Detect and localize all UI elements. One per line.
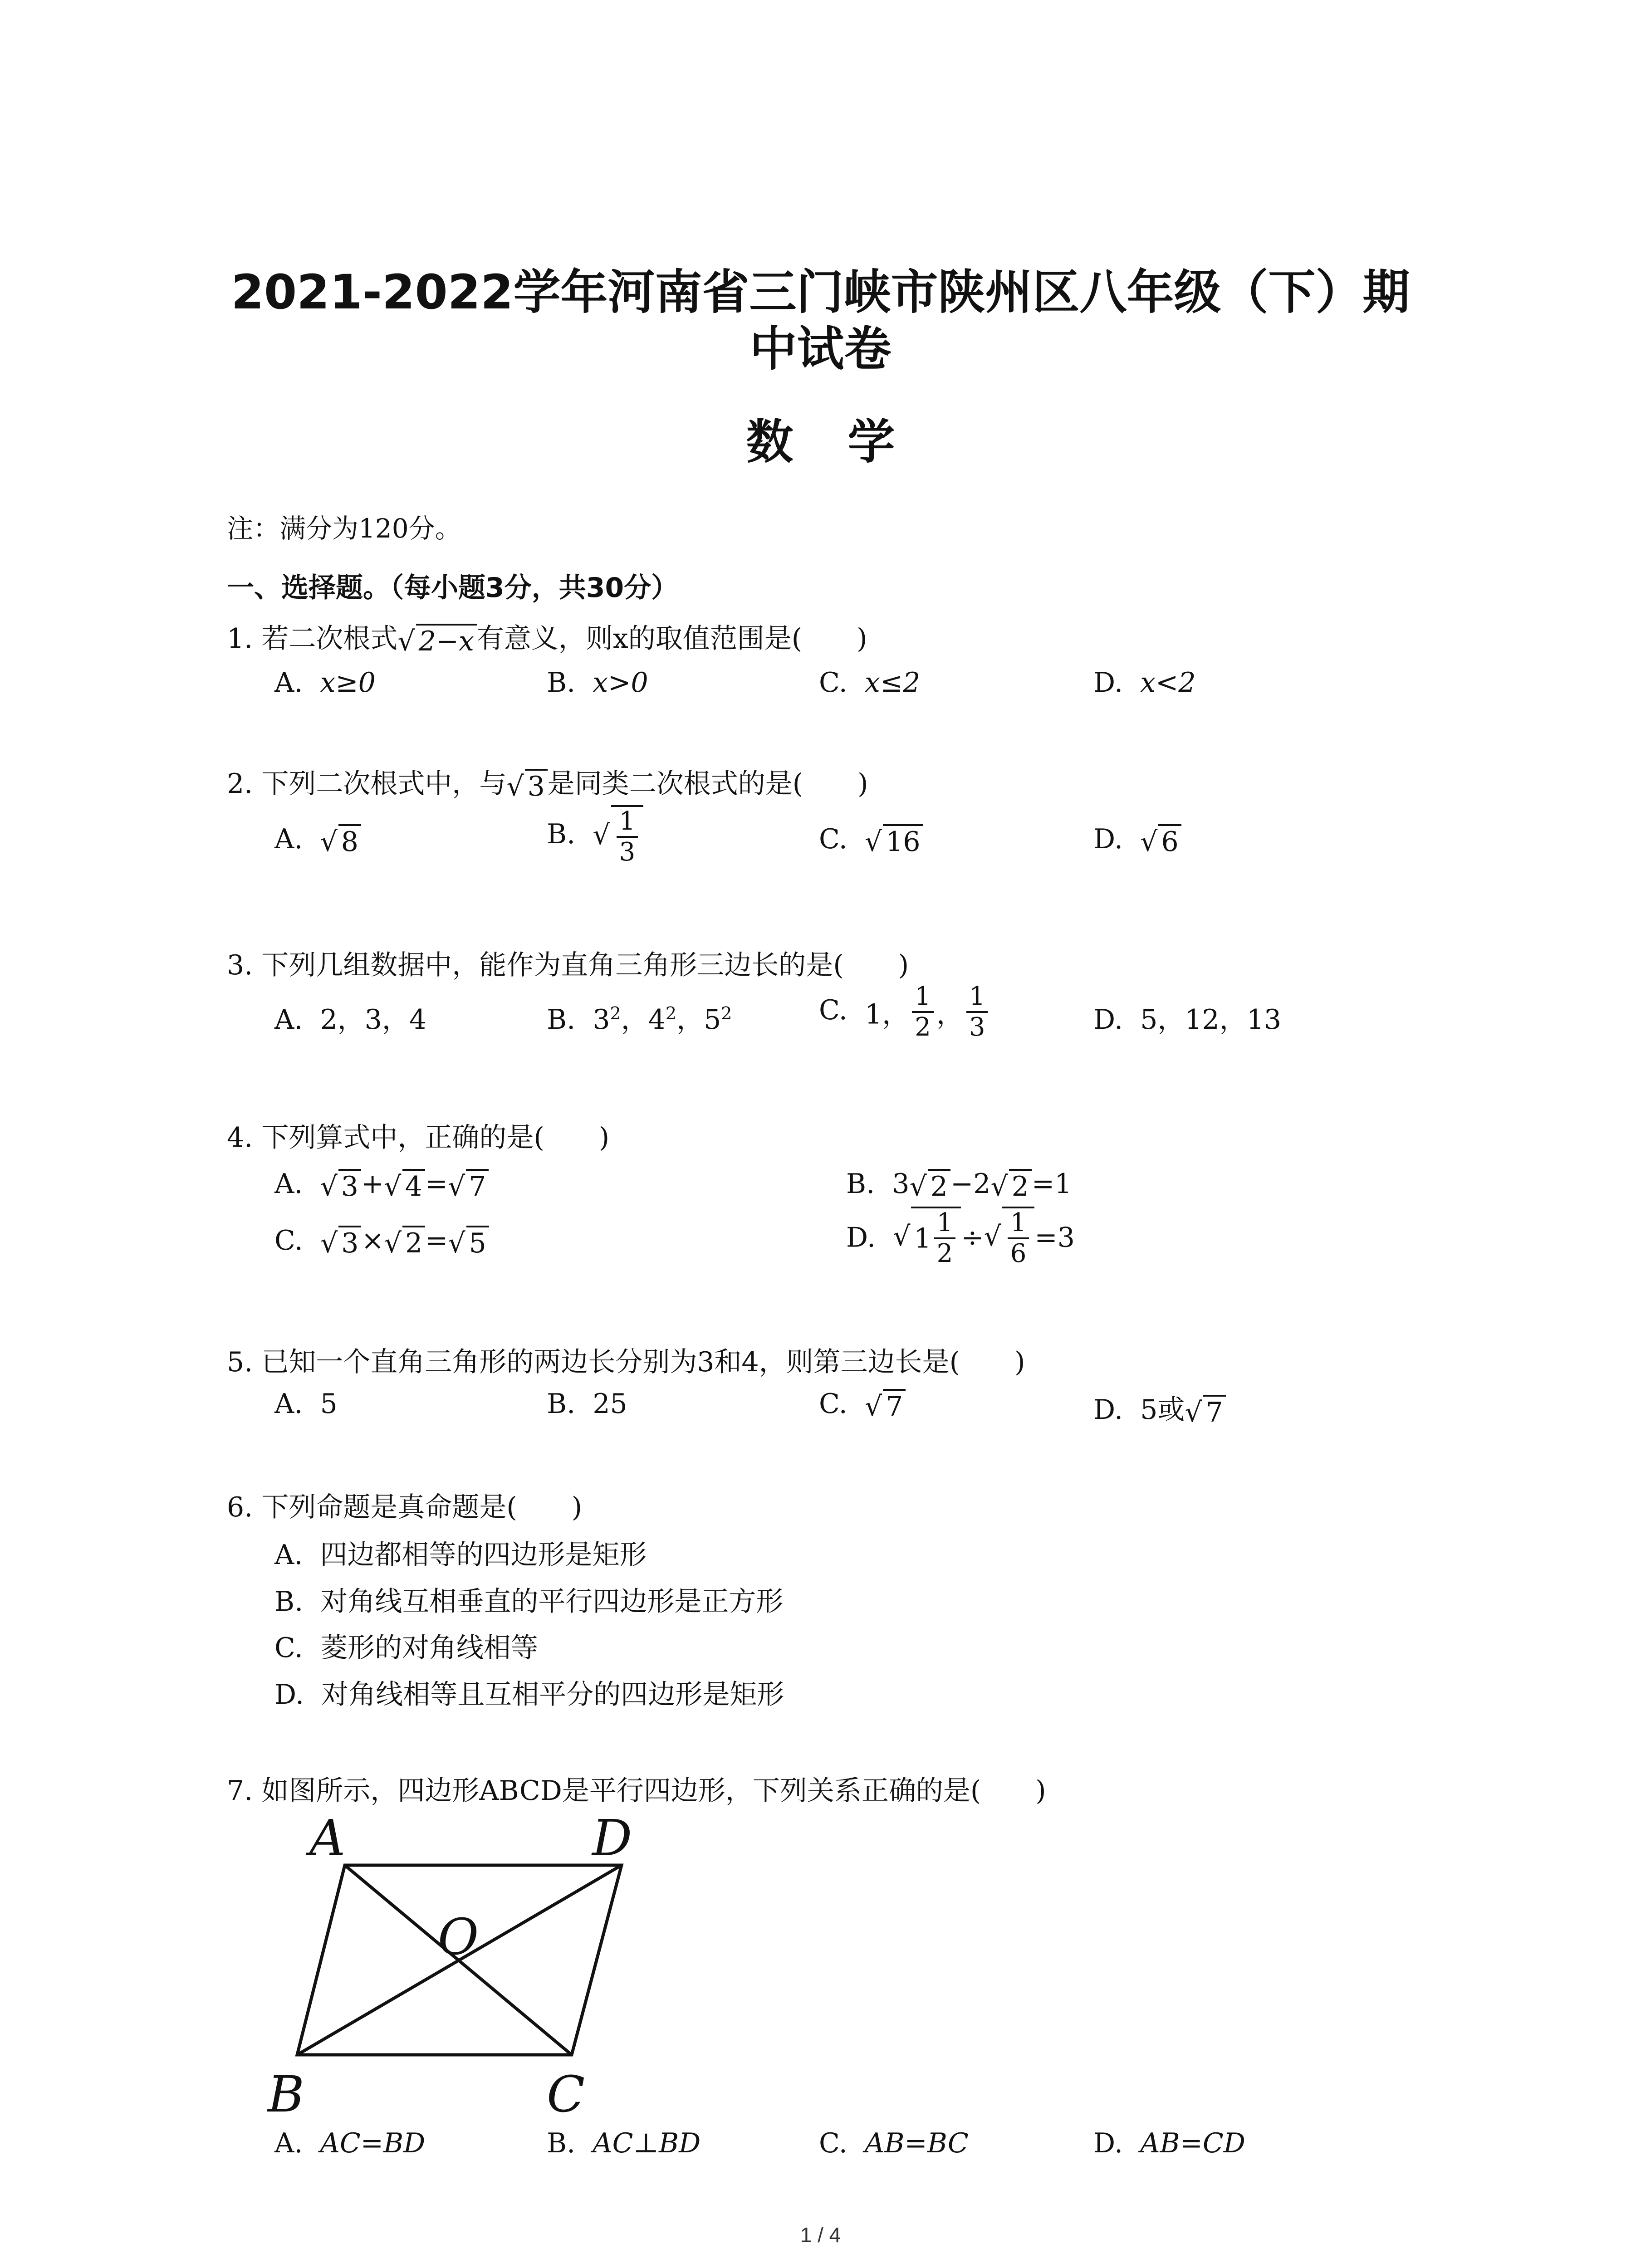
question-3: 3. 下列几组数据中，能作为直角三角形三边长的是( ) xyxy=(227,949,909,981)
option-d[interactable]: D. 5或√ 7 xyxy=(1093,1388,1226,1428)
option-d[interactable]: D. √ 6 xyxy=(1093,823,1181,858)
option-c[interactable]: C. AB=BC xyxy=(819,2127,969,2159)
option-a[interactable]: A. 5 xyxy=(274,1388,338,1420)
page-title-line1: 2021-2022学年河南省三门峡市陕州区八年级（下）期 xyxy=(231,264,1410,320)
option-a[interactable]: A. AC=BD xyxy=(274,2127,426,2159)
option-d[interactable]: D. 对角线相等且互相平分的四边形是矩形 xyxy=(274,1679,784,1711)
option-d[interactable]: D. x<2 xyxy=(1093,667,1196,699)
question-7: 7. 如图所示，四边形ABCD是平行四边形，下列关系正确的是( ) xyxy=(227,1775,1046,1807)
option-b[interactable]: B. AC⊥BD xyxy=(547,2127,701,2159)
question-stem-post: 有意义，则x的取值范围是( ) xyxy=(476,623,867,655)
center-label-o: O xyxy=(438,1908,479,1966)
option-a[interactable]: A. x≥0 xyxy=(274,667,376,699)
option-b[interactable]: B. 3√ 2 −2√ 2 =1 xyxy=(846,1168,1072,1203)
option-c[interactable]: C. √ 7 xyxy=(819,1388,906,1422)
option-b[interactable]: B. 对角线互相垂直的平行四边形是正方形 xyxy=(274,1586,784,1618)
question-2: 2. 下列二次根式中，与√ 3 是同类二次根式的是( ) xyxy=(227,768,868,803)
parallelogram-figure xyxy=(254,1810,662,2127)
option-c[interactable]: C. √ 16 xyxy=(819,823,923,858)
question-4: 4. 下列算式中，正确的是( ) xyxy=(227,1122,610,1154)
option-d[interactable]: D. AB=CD xyxy=(1093,2127,1245,2159)
option-b[interactable]: B. x>0 xyxy=(547,667,648,699)
option-a[interactable]: A. √ 3 +√ 4 =√ 7 xyxy=(274,1168,489,1202)
vertex-label-a: A xyxy=(309,1810,346,1867)
option-c[interactable]: C. 菱形的对角线相等 xyxy=(274,1632,538,1664)
section-heading: 一、选择题。（每小题3分，共30分） xyxy=(227,572,679,604)
option-c[interactable]: C. x≤2 xyxy=(819,667,921,699)
option-b[interactable]: B. 25 xyxy=(547,1388,627,1420)
question-1 xyxy=(227,617,867,657)
option-b[interactable]: B. √ $\frac{1}{3}$ xyxy=(547,805,643,867)
question-stem-pre: 若二次根式 xyxy=(261,623,398,655)
sqrt-expression: √ 3 xyxy=(506,769,547,802)
option-a[interactable]: A. 2，3，4 xyxy=(274,1004,427,1036)
option-d[interactable]: D. 5，12，13 xyxy=(1093,1004,1282,1036)
vertex-label-b: B xyxy=(268,2065,304,2123)
subject-heading: 数学 xyxy=(746,414,950,469)
question-number: 1. xyxy=(227,623,253,655)
question-5: 5. 已知一个直角三角形的两边长分别为3和4，则第三边长是( ) xyxy=(227,1346,1025,1378)
option-c[interactable]: C. √ 3 ×√ 2 =√ 5 xyxy=(274,1225,489,1259)
question-6: 6. 下列命题是真命题是( ) xyxy=(227,1491,583,1523)
score-note: 注：满分为120分。 xyxy=(227,513,461,544)
sqrt-expression: √ 2−x xyxy=(397,624,477,657)
page-title-line2: 中试卷 xyxy=(749,321,892,376)
option-a[interactable]: A. √ 8 xyxy=(274,823,361,858)
option-b[interactable]: B. $3^2$，$4^2$，$5^2$ xyxy=(547,1003,732,1036)
vertex-label-c: C xyxy=(547,2065,585,2123)
option-a[interactable]: A. 四边都相等的四边形是矩形 xyxy=(274,1539,647,1571)
option-c[interactable]: C. 1， $\frac{1}{2}$ ， $\frac{1}{3}$ xyxy=(819,982,990,1042)
page-number: 1 / 4 xyxy=(800,2223,841,2247)
option-d[interactable]: D. √ 1 $\frac{1}{2}$ ÷√ $\frac{1}{6}$ =3 xyxy=(846,1207,1075,1269)
vertex-label-d: D xyxy=(592,1810,632,1867)
